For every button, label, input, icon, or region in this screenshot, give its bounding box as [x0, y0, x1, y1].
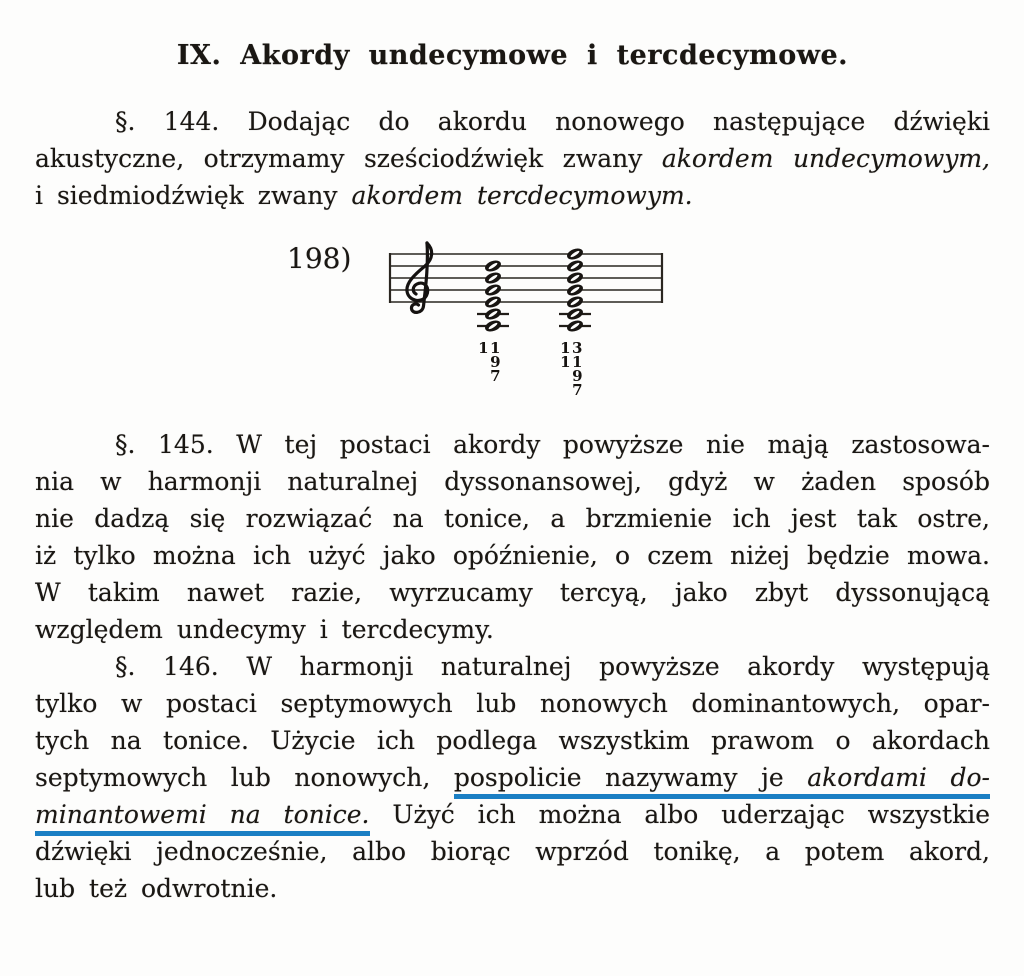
text-segment: septymowych lub nonowych, [35, 763, 431, 792]
figure-number: 9 [490, 353, 503, 371]
text-line [35, 722, 990, 759]
text-segment-italic: akordami do- [807, 763, 990, 792]
chord-tercdecymowy [566, 246, 585, 333]
music-staff [381, 240, 673, 402]
paragraph-145 [35, 426, 990, 648]
text-segment: §. 146. W harmonji naturalnej powyższe akordy występują [115, 652, 990, 681]
text-segment-italic: akordem undecymowym, [661, 144, 990, 173]
text-segment-italic: minantowemi na tonice. [35, 800, 370, 829]
text-line [35, 870, 990, 907]
text-segment: W takim nawet razie, wyrzucamy tercyą, jako zbyt dyssonującą [35, 578, 990, 607]
text-line [35, 140, 990, 177]
blue-underline-annotation [35, 800, 370, 836]
text-line [35, 796, 990, 833]
text-segment: pospolicie nazywamy je [453, 763, 784, 792]
blue-underline-annotation [454, 763, 990, 799]
text-segment: i siedmiodźwięk zwany [35, 181, 338, 210]
text-segment: tych na tonice. Użycie ich podlega wszystkim prawom o akordach [35, 726, 990, 755]
text-segment-italic: akordem tercdecymowym. [351, 181, 693, 210]
chord-undecymowy [484, 258, 503, 333]
music-example-198 [287, 240, 990, 402]
paragraph-146 [35, 648, 990, 907]
text-line [35, 574, 990, 611]
text-line [35, 648, 990, 685]
text-line [35, 611, 990, 648]
figured-bass-chord2 [561, 339, 585, 399]
figure-number: 11 [560, 353, 585, 371]
figure-number: 9 [572, 367, 585, 385]
text-segment: lub też odwrotnie. [35, 874, 278, 903]
page-title: IX. Akordy undecymowe i tercdecymowe. [176, 40, 849, 71]
figure-number: 11 [478, 339, 503, 357]
text-segment: iż tylko można ich użyć jako opóźnienie, o czem niżej będzie mowa. [35, 541, 990, 570]
text-line [35, 463, 990, 500]
text-segment: nie dadzą się rozwiązać na tonice, a brzmienie ich jest tak ostre, [35, 504, 990, 533]
figure-number: 13 [560, 339, 585, 357]
figured-bass-chord1 [479, 339, 503, 385]
text-segment: §. 144. Dodając do akordu nonowego następujące dźwięki [115, 107, 990, 136]
text-line [35, 426, 990, 463]
text-segment: nia w harmonji naturalnej dyssonansowej, gdyż w żaden sposób [35, 467, 990, 496]
text-line [35, 759, 990, 796]
text-line [35, 103, 990, 140]
text-segment: dźwięki jednocześnie, albo biorąc wprzód tonikę, a potem akord, [35, 837, 990, 866]
music-example-label: 198) [287, 242, 352, 275]
text-line [35, 685, 990, 722]
text-segment: tylko w postaci septymowych lub nonowych dominantowych, opar- [35, 689, 990, 718]
text-line [35, 537, 990, 574]
text-segment: akustyczne, otrzymamy sześciodźwięk zwany [35, 144, 643, 173]
figure-number: 7 [490, 367, 503, 385]
paragraph-144 [35, 103, 990, 214]
text-line [35, 833, 990, 870]
text-line [35, 500, 990, 537]
figure-number: 7 [572, 381, 585, 399]
text-segment: Użyć ich można albo uderzając wszystkie [392, 800, 991, 829]
text-segment: §. 145. W tej postaci akordy powyższe nie mają zastosowa- [115, 430, 990, 459]
text-line [35, 177, 990, 214]
text-segment: względem undecymy i tercdecymy. [35, 615, 494, 644]
